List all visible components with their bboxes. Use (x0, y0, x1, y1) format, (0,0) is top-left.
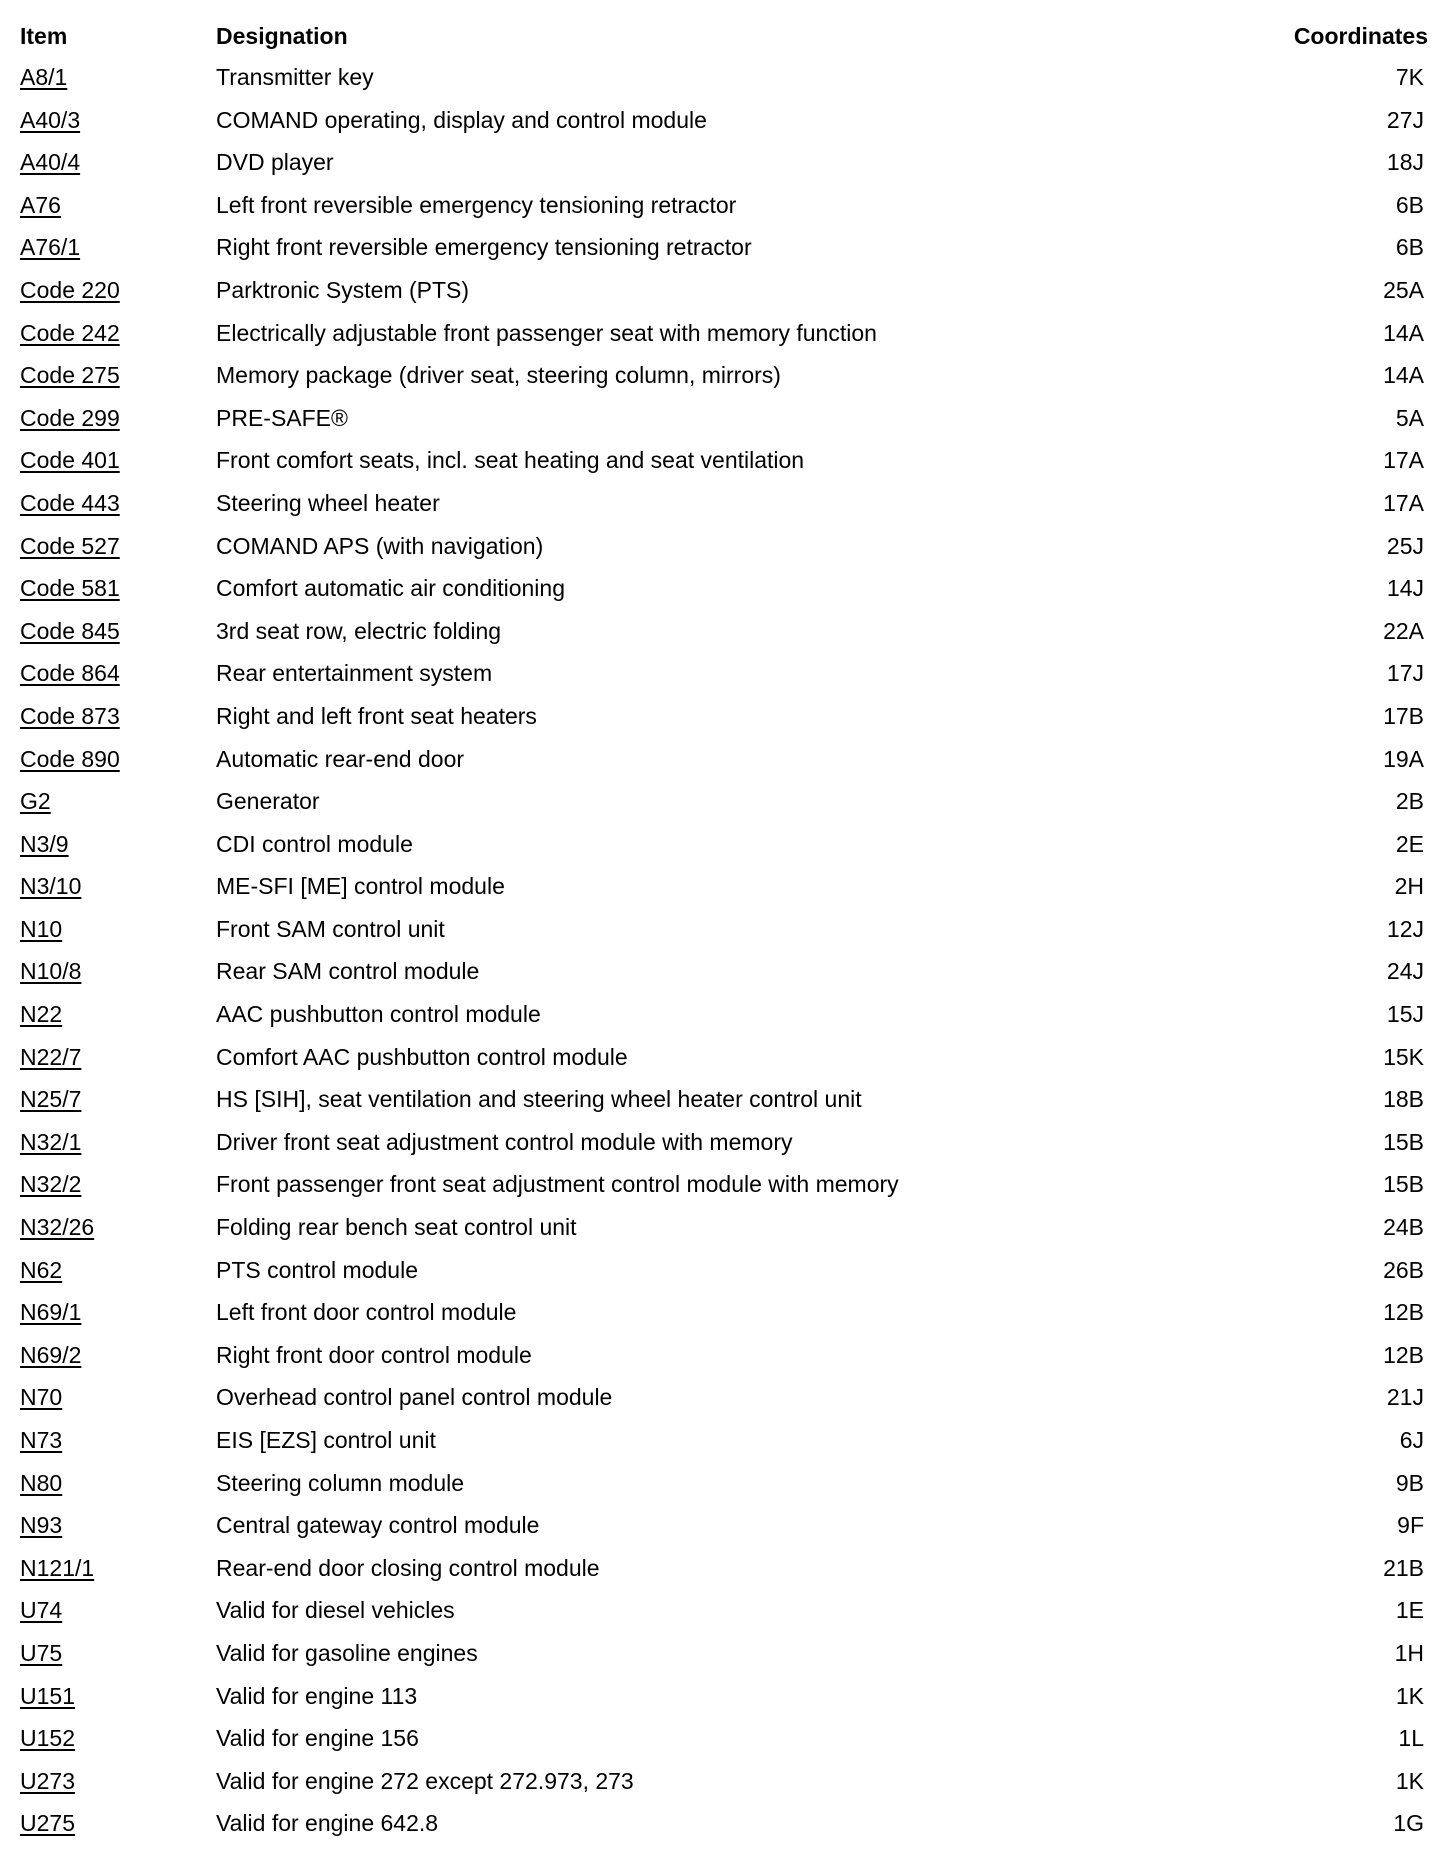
item-link[interactable]: N69/2 (20, 1341, 82, 1368)
coordinates-text: 24J (1386, 958, 1424, 985)
coordinates-text: 21J (1386, 1384, 1424, 1411)
designation-text: Rear entertainment system (216, 660, 493, 687)
designation-text: COMAND APS (with navigation) (216, 532, 544, 559)
table-row (0, 269, 1440, 312)
item-link[interactable]: Code 845 (20, 617, 120, 644)
table-row (0, 610, 1440, 653)
table-row (0, 1802, 1440, 1845)
designation-text: Comfort AAC pushbutton control module (216, 1043, 628, 1070)
designation-text: Right and left front seat heaters (216, 702, 537, 729)
item-link[interactable]: A40/3 (20, 106, 81, 133)
table-row (0, 1334, 1440, 1377)
item-link[interactable]: N121/1 (20, 1554, 95, 1581)
item-link[interactable]: N22/7 (20, 1043, 82, 1070)
table-row (0, 1206, 1440, 1249)
item-link[interactable]: N73 (20, 1427, 63, 1453)
table-row (0, 1249, 1440, 1292)
column-header-coordinates: Coordinates (1293, 23, 1428, 49)
designation-text: Valid for gasoline engines (216, 1639, 478, 1666)
item-link[interactable]: U273 (20, 1767, 75, 1794)
table-row (0, 1376, 1440, 1419)
table-row (0, 652, 1440, 695)
item-link[interactable]: Code 873 (20, 702, 120, 729)
coordinates-text: 12J (1386, 915, 1424, 942)
item-link[interactable]: N3/9 (20, 830, 69, 857)
table-row (0, 184, 1440, 227)
item-link[interactable]: N70 (20, 1384, 63, 1411)
item-link[interactable]: Code 242 (20, 319, 120, 346)
designation-text: EIS [EZS] control unit (216, 1427, 436, 1453)
table-row (0, 439, 1440, 482)
coordinates-text: 17J (1386, 660, 1424, 687)
item-link[interactable]: A40/4 (20, 149, 81, 176)
table-row (0, 56, 1440, 99)
coordinates-text: 5A (1395, 404, 1424, 431)
table-row (0, 99, 1440, 142)
table-row (0, 1589, 1440, 1632)
table-row (0, 1504, 1440, 1547)
designation-text: HS [SIH], seat ventilation and steering wheel heater control unit (216, 1086, 862, 1113)
designation-text: Generator (216, 788, 320, 815)
coordinates-text: 1H (1394, 1639, 1424, 1666)
coordinates-text: 18J (1386, 149, 1424, 176)
item-link[interactable]: Code 443 (20, 489, 120, 516)
coordinates-text: 17A (1383, 489, 1424, 516)
item-link[interactable]: Code 890 (20, 745, 120, 772)
item-link[interactable]: A8/1 (20, 64, 68, 90)
coordinates-text: 9B (1395, 1469, 1424, 1496)
designation-text: Valid for engine 642.8 (216, 1810, 439, 1837)
item-link[interactable]: N32/2 (20, 1171, 82, 1198)
coordinates-text: 27J (1386, 106, 1424, 133)
table-row (0, 141, 1440, 184)
coordinates-text: 2B (1395, 788, 1424, 815)
coordinates-text: 19A (1383, 745, 1424, 772)
designation-text: Valid for diesel vehicles (216, 1597, 455, 1624)
item-link[interactable]: N80 (20, 1469, 63, 1496)
table-row (0, 865, 1440, 908)
coordinates-text: 15B (1383, 1128, 1424, 1155)
designation-text: CDI control module (216, 830, 413, 857)
coordinates-text: 15K (1383, 1043, 1424, 1070)
item-link[interactable]: U152 (20, 1725, 75, 1752)
designation-text: Front passenger front seat adjustment control module with memory (216, 1171, 899, 1198)
table-row (0, 1163, 1440, 1206)
coordinates-text: 7K (1395, 64, 1424, 90)
coordinates-text: 1G (1393, 1810, 1424, 1837)
designation-text: Central gateway control module (216, 1512, 540, 1539)
table-row (0, 482, 1440, 525)
item-link[interactable]: U75 (20, 1639, 63, 1666)
table-row (0, 567, 1440, 610)
coordinates-text: 24B (1383, 1214, 1424, 1241)
coordinates-text: 12B (1383, 1299, 1424, 1326)
designation-text: Front SAM control unit (216, 915, 445, 942)
coordinates-text: 18B (1383, 1086, 1424, 1113)
item-link[interactable]: Code 275 (20, 362, 120, 389)
table-row (0, 1036, 1440, 1079)
item-link[interactable]: N32/26 (20, 1214, 95, 1241)
table-row (0, 908, 1440, 951)
designation-text: 3rd seat row, electric folding (216, 617, 502, 644)
designation-text: Electrically adjustable front passenger seat with memory function (216, 319, 877, 346)
coordinates-text: 9F (1397, 1512, 1424, 1539)
item-link[interactable]: N32/1 (20, 1128, 82, 1155)
designation-text: Right front reversible emergency tensioning retractor (216, 234, 752, 261)
designation-text: DVD player (216, 149, 334, 176)
item-link[interactable]: N69/1 (20, 1299, 82, 1326)
coordinates-text: 14A (1383, 362, 1424, 389)
table-row (0, 780, 1440, 823)
coordinates-text: 6B (1395, 234, 1424, 261)
column-header-designation: Designation (216, 23, 348, 49)
table-row (0, 950, 1440, 993)
item-link[interactable]: Code 581 (20, 575, 120, 602)
table-row (0, 1675, 1440, 1718)
designation-text: Right front door control module (216, 1341, 532, 1368)
item-link[interactable]: A76 (20, 191, 61, 218)
designation-text: Folding rear bench seat control unit (216, 1214, 577, 1241)
item-link[interactable]: N22 (20, 1001, 63, 1028)
coordinates-text: 25A (1383, 276, 1424, 303)
table-row (0, 738, 1440, 781)
item-link[interactable]: Code 220 (20, 276, 120, 303)
table-row (0, 226, 1440, 269)
item-link[interactable]: N10/8 (20, 958, 82, 985)
coordinates-text: 2E (1395, 830, 1424, 857)
item-link[interactable]: Code 401 (20, 447, 120, 474)
table-row (0, 1547, 1440, 1590)
designation-text: Valid for engine 156 (216, 1725, 419, 1752)
table-row (0, 354, 1440, 397)
designation-text: ME-SFI [ME] control module (216, 873, 505, 900)
designation-text: PTS control module (216, 1256, 418, 1283)
item-link[interactable]: U275 (20, 1810, 75, 1837)
coordinates-text: 2H (1394, 873, 1424, 900)
table-header (0, 16, 1440, 56)
item-link[interactable]: Code 527 (20, 532, 120, 559)
item-link[interactable]: N25/7 (20, 1086, 82, 1113)
item-link[interactable]: N10 (20, 915, 63, 942)
designation-text: Valid for engine 113 (216, 1682, 418, 1709)
coordinates-text: 6J (1399, 1427, 1424, 1453)
designation-text: Front comfort seats, incl. seat heating and seat ventilation (216, 447, 805, 474)
coordinates-text: 25J (1386, 532, 1424, 559)
coordinates-text: 12B (1383, 1341, 1424, 1368)
column-header-item: Item (20, 23, 68, 49)
designation-text: Left front reversible emergency tensioning retractor (216, 191, 737, 218)
designation-text: Steering wheel heater (216, 489, 440, 516)
designation-text: Left front door control module (216, 1299, 517, 1326)
designation-text: Driver front seat adjustment control module with memory (216, 1128, 793, 1155)
table-row (0, 1121, 1440, 1164)
designation-text: Valid for engine 272 except 272.973, 273 (216, 1767, 634, 1794)
designation-text: COMAND operating, display and control module (216, 106, 707, 133)
item-link[interactable]: G2 (20, 788, 51, 815)
coordinates-text: 15J (1386, 1001, 1424, 1028)
item-link[interactable]: U151 (20, 1682, 75, 1709)
designation-text: Steering column module (216, 1469, 465, 1496)
coordinates-text: 1K (1395, 1767, 1424, 1794)
coordinates-text: 14J (1386, 575, 1424, 602)
table-row (0, 1419, 1440, 1462)
coordinates-text: 1K (1395, 1682, 1424, 1709)
table-row (0, 1717, 1440, 1760)
table-row (0, 312, 1440, 355)
coordinates-text: 22A (1383, 617, 1424, 644)
item-link[interactable]: Code 299 (20, 404, 120, 431)
designation-text: Rear-end door closing control module (216, 1554, 600, 1581)
item-link[interactable]: Code 864 (20, 660, 120, 687)
coordinates-text: 26B (1383, 1256, 1424, 1283)
coordinates-text: 15B (1383, 1171, 1424, 1198)
table-row (0, 1760, 1440, 1803)
item-link[interactable]: U74 (20, 1597, 63, 1624)
designation-text: Automatic rear-end door (216, 745, 465, 772)
item-link[interactable]: A76/1 (20, 234, 81, 261)
coordinates-text: 1E (1395, 1597, 1424, 1624)
designation-text: PRE-SAFE® (216, 404, 348, 431)
coordinates-text: 14A (1383, 319, 1424, 346)
designation-text: Transmitter key (216, 64, 374, 90)
table-row (0, 1462, 1440, 1505)
designation-text: AAC pushbutton control module (216, 1001, 541, 1028)
legend-table (0, 16, 1440, 1845)
table-row (0, 823, 1440, 866)
table-row (0, 695, 1440, 738)
coordinates-text: 1L (1398, 1725, 1424, 1752)
table-row (0, 1078, 1440, 1121)
coordinates-text: 6B (1395, 191, 1424, 218)
coordinates-text: 17B (1383, 702, 1424, 729)
designation-text: Rear SAM control module (216, 958, 480, 985)
table-body (0, 56, 1440, 1845)
coordinates-text: 17A (1383, 447, 1424, 474)
item-link[interactable]: N3/10 (20, 873, 82, 900)
table-row (0, 397, 1440, 440)
item-link[interactable]: N93 (20, 1512, 63, 1539)
designation-text: Comfort automatic air conditioning (216, 575, 565, 602)
table-row (0, 1291, 1440, 1334)
coordinates-text: 21B (1383, 1554, 1424, 1581)
designation-text: Overhead control panel control module (216, 1384, 613, 1411)
item-link[interactable]: N62 (20, 1256, 63, 1283)
designation-text: Memory package (driver seat, steering column, mirrors) (216, 362, 781, 389)
table-row (0, 525, 1440, 568)
designation-text: Parktronic System (PTS) (216, 276, 470, 303)
table-row (0, 1632, 1440, 1675)
table-row (0, 993, 1440, 1036)
